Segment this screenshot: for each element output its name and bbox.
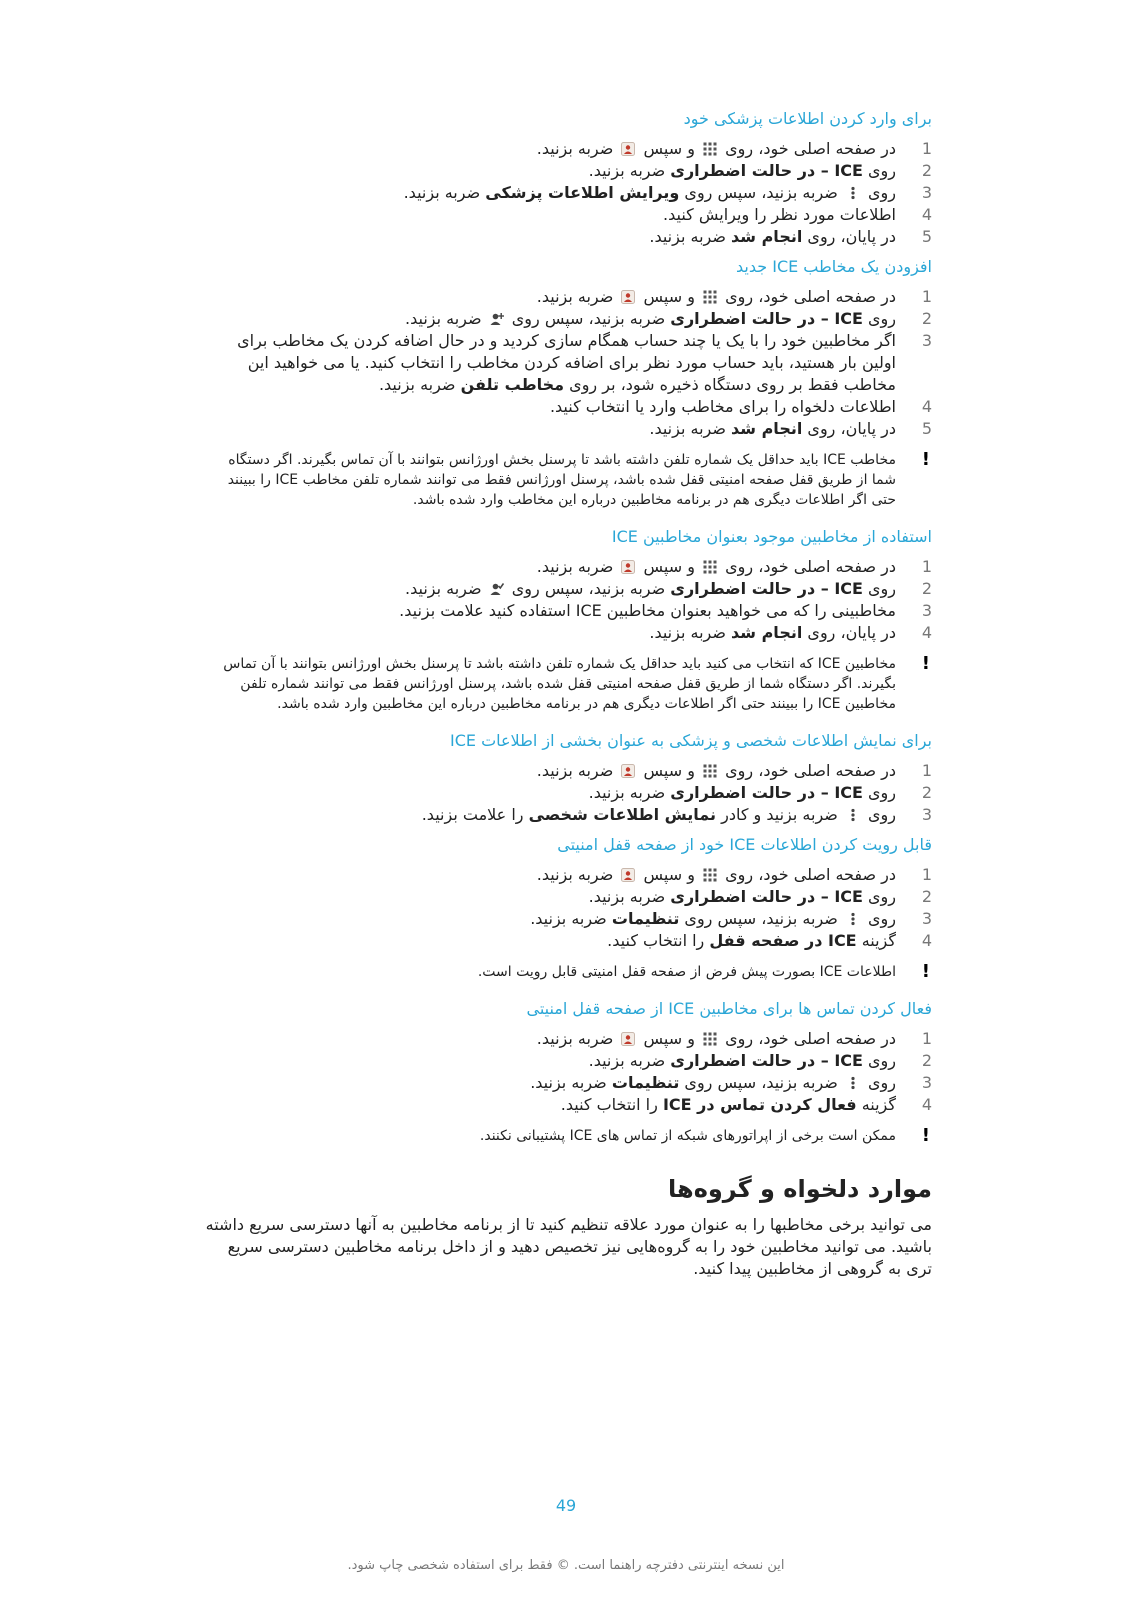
step-text: در پایان، روی	[802, 227, 896, 246]
ui-label: ویرایش اطلاعات پزشکی	[485, 183, 680, 202]
ui-label: تنظیمات	[611, 1073, 680, 1092]
note-text: مخاطب ICE باید حداقل یک شماره تلفن داشته باشد تا پرسنل بخش اورژانس بتوانند با آن تماس بگیرند. اگر دستگاه شما از طریق قفل صفحه امنیتی قفل شده باشد، پرسنل اورژانس فقط می توانند شماره تلفن مخاطب ICE را ببینند حتی اگر اطلاعات دیگری هم در برنامه مخاطبین درباره این مخاطب وارد شده باشد.	[227, 452, 896, 508]
list-item	[200, 1094, 932, 1116]
ice-app-icon	[621, 290, 635, 304]
step-text: روی	[862, 1051, 896, 1070]
step-text: مخاطبینی را که می خواهید بعنوان مخاطبین ICE استفاده کنید علامت بزنید.	[399, 601, 896, 620]
step-text: اگر مخاطبین خود را با یک یا چند حساب همگام سازی کردید و در حال اضافه کردن یک مخاطب برای اولین بار هستید، باید حساب مورد نظر برای اضافه کردن مخاطب را انتخاب کنید. یا می خواهید این مخاطب فقط بر روی دستگاه ذخیره شود، بر روی	[237, 331, 896, 394]
list-item	[200, 600, 932, 622]
list-item	[200, 908, 932, 930]
step-text: ضربه بزنید.	[530, 1073, 612, 1092]
section-title: استفاده از مخاطبین موجود بعنوان مخاطبین ICE	[611, 527, 932, 546]
step-number: 4	[921, 931, 932, 950]
ui-label: نمایش اطلاعات شخصی	[528, 805, 717, 824]
step-list	[200, 760, 932, 826]
step-text: ضربه بزنید.	[536, 865, 619, 884]
page-number: 49	[555, 1496, 577, 1515]
step-text: ضربه بزنید، سپس روی	[506, 579, 671, 598]
step-text: ضربه بزنید.	[536, 1029, 619, 1048]
step-text: گزینه	[856, 931, 896, 950]
add-contact-icon	[490, 312, 504, 326]
step-text: روی	[862, 909, 896, 928]
overflow-menu-icon	[846, 186, 860, 200]
list-item	[200, 886, 932, 908]
step-number: 3	[921, 1073, 932, 1092]
ice-app-icon	[621, 142, 635, 156]
step-number: 2	[921, 1051, 932, 1070]
step-text: روی	[862, 579, 896, 598]
step-number: 4	[921, 397, 932, 416]
step-text: ضربه بزنید و کادر	[716, 805, 843, 824]
list-item	[200, 226, 932, 248]
list-item	[200, 160, 932, 182]
apps-grid-icon	[703, 764, 717, 778]
apps-grid-icon	[703, 560, 717, 574]
step-number: 1	[921, 1029, 932, 1048]
step-number: 3	[921, 183, 932, 202]
ui-label: تنظیمات	[611, 909, 680, 928]
list-item	[200, 286, 932, 308]
ice-app-icon	[621, 868, 635, 882]
step-list	[200, 1028, 932, 1116]
step-text: و سپس	[638, 1029, 701, 1048]
step-number: 2	[921, 161, 932, 180]
step-text: روی	[862, 1073, 896, 1092]
step-text: ضربه بزنید.	[588, 783, 671, 802]
apps-grid-icon	[703, 868, 717, 882]
note-text: اطلاعات ICE بصورت پیش فرض از صفحه قفل امنیتی قابل رویت است.	[477, 964, 896, 980]
list-item	[200, 1028, 932, 1050]
step-text: ضربه بزنید.	[403, 183, 486, 202]
step-text: گزینه	[856, 1095, 896, 1114]
step-text: اطلاعات دلخواه را برای مخاطب وارد یا انتخاب کنید.	[549, 397, 896, 416]
list-item	[200, 622, 932, 644]
chapter-body: می توانید برخی مخاطبها را به عنوان مورد علاقه تنظیم کنید تا از برنامه مخاطبین به آنها دسترسی سریع داشته باشید. می توانید مخاطبین خود را به گروه‌هایی نیز تخصیص دهید و از داخل برنامه مخاطبین دسترسی سریع تری به گروهی از مخاطبین پیدا کنید.	[205, 1215, 932, 1278]
step-text: و سپس	[638, 139, 701, 158]
step-text: را انتخاب کنید.	[607, 931, 710, 950]
step-number: 1	[921, 139, 932, 158]
step-text: ضربه بزنید، سپس روی	[679, 1073, 843, 1092]
step-text: در پایان، روی	[802, 623, 896, 642]
step-number: 3	[921, 909, 932, 928]
list-item	[200, 760, 932, 782]
step-text: ضربه بزنید، سپس روی	[679, 909, 843, 928]
ui-label: مخاطب تلفن	[460, 375, 565, 394]
list-item	[200, 864, 932, 886]
list-item	[200, 1050, 932, 1072]
step-text: ضربه بزنید.	[649, 419, 732, 438]
list-item	[200, 578, 932, 600]
overflow-menu-icon	[846, 808, 860, 822]
step-text: ضربه بزنید.	[405, 579, 487, 598]
step-text: ضربه بزنید.	[378, 375, 461, 394]
list-item	[200, 804, 932, 826]
step-text: ضربه بزنید، سپس روی	[679, 183, 843, 202]
step-list	[200, 556, 932, 644]
step-number: 2	[921, 309, 932, 328]
ui-label: ICE در صفحه قفل	[709, 931, 857, 950]
section-title: قابل رویت کردن اطلاعات ICE خود از صفحه قفل امنیتی	[557, 835, 932, 854]
list-item	[200, 556, 932, 578]
step-number: 2	[921, 579, 932, 598]
note-text: ممکن است برخی از اپراتورهای شبکه از تماس های ICE پشتیبانی نکنند.	[479, 1128, 896, 1144]
step-number: 5	[921, 227, 932, 246]
step-text: در پایان، روی	[802, 419, 896, 438]
apps-grid-icon	[703, 1032, 717, 1046]
step-number: 1	[921, 865, 932, 884]
ui-label: ICE – در حالت اضطراری	[670, 579, 863, 598]
ui-label: ICE – در حالت اضطراری	[670, 309, 863, 328]
step-text: ضربه بزنید.	[649, 227, 732, 246]
overflow-menu-icon	[846, 1076, 860, 1090]
step-text: در صفحه اصلی خود، روی	[720, 557, 896, 576]
step-number: 4	[921, 1095, 932, 1114]
ui-label: انجام شد	[731, 419, 803, 438]
section-title: برای نمایش اطلاعات شخصی و پزشکی به عنوان بخشی از اطلاعات ICE	[449, 731, 932, 750]
step-number: 3	[921, 805, 932, 824]
note	[200, 450, 932, 510]
step-text: و سپس	[638, 761, 701, 780]
step-text: ضربه بزنید.	[536, 761, 619, 780]
step-number: 1	[921, 761, 932, 780]
footer-note: این نسخه اینترنتی دفترچه راهنما است. © فقط برای استفاده شخصی چاپ شود.	[347, 1558, 785, 1573]
exclamation-icon: !	[921, 653, 930, 674]
list-item	[200, 396, 932, 418]
step-text: در صفحه اصلی خود، روی	[720, 865, 896, 884]
step-text: و سپس	[638, 557, 701, 576]
ui-label: ICE – در حالت اضطراری	[670, 887, 863, 906]
step-number: 3	[921, 331, 932, 350]
section-title: برای وارد کردن اطلاعات پزشکی خود	[683, 109, 932, 128]
note	[200, 1126, 932, 1146]
step-number: 2	[921, 887, 932, 906]
list-item	[200, 782, 932, 804]
step-text: ضربه بزنید، سپس روی	[506, 309, 671, 328]
step-text: و سپس	[638, 865, 701, 884]
list-item	[200, 1072, 932, 1094]
list-item	[200, 308, 932, 330]
note-text: مخاطبین ICE که انتخاب می کنید باید حداقل یک شماره تلفن داشته باشد تا پرسنل بخش اورژانس بتوانند با آن تماس بگیرند. اگر دستگاه شما از طریق قفل صفحه امنیتی قفل شده باشد، پرسنل اورژانس فقط می توانند شماره تلفن مخاطبین ICE را ببینند حتی اگر اطلاعات دیگری هم در برنامه مخاطبین درباره این مخاطبین وارد شده باشد.	[223, 656, 896, 712]
ice-app-icon	[621, 764, 635, 778]
step-text: در صفحه اصلی خود، روی	[720, 761, 896, 780]
step-text: و سپس	[638, 287, 701, 306]
list-item	[200, 330, 932, 396]
overflow-menu-icon	[846, 912, 860, 926]
apps-grid-icon	[703, 142, 717, 156]
list-item	[200, 204, 932, 226]
list-item	[200, 930, 932, 952]
exclamation-icon: !	[921, 961, 930, 982]
list-item	[200, 138, 932, 160]
step-text: ضربه بزنید.	[588, 887, 671, 906]
ui-label: انجام شد	[731, 623, 803, 642]
step-text: روی	[862, 805, 896, 824]
step-text: ضربه بزنید.	[588, 1051, 671, 1070]
step-number: 4	[921, 205, 932, 224]
step-text: ضربه بزنید.	[536, 287, 619, 306]
list-item	[200, 418, 932, 440]
step-number: 5	[921, 419, 932, 438]
step-list	[200, 864, 932, 952]
note	[200, 654, 932, 714]
ui-label: ICE – در حالت اضطراری	[670, 1051, 863, 1070]
step-number: 1	[921, 557, 932, 576]
ui-label: ICE – در حالت اضطراری	[670, 161, 863, 180]
step-number: 2	[921, 783, 932, 802]
ui-label: انجام شد	[731, 227, 803, 246]
step-text: در صفحه اصلی خود، روی	[720, 1029, 896, 1048]
step-text: ضربه بزنید.	[588, 161, 671, 180]
step-text: روی	[862, 183, 896, 202]
step-text: ضربه بزنید.	[649, 623, 732, 642]
list-item	[200, 182, 932, 204]
step-text: در صفحه اصلی خود، روی	[720, 287, 896, 306]
step-text: را علامت بزنید.	[421, 805, 529, 824]
apps-grid-icon	[703, 290, 717, 304]
step-text: اطلاعات مورد نظر را ویرایش کنید.	[663, 205, 896, 224]
ice-app-icon	[621, 560, 635, 574]
ui-label: ICE – در حالت اضطراری	[670, 783, 863, 802]
section-title: فعال کردن تماس ها برای مخاطبین ICE از صفحه قفل امنیتی	[526, 999, 932, 1018]
step-number: 4	[921, 623, 932, 642]
page-content	[200, 100, 932, 1280]
chapter-title: موارد دلخواه و گروه‌ها	[668, 1175, 932, 1203]
step-text: ضربه بزنید.	[536, 557, 619, 576]
exclamation-icon: !	[921, 449, 930, 470]
section-title: افزودن یک مخاطب ICE جدید	[735, 257, 932, 276]
step-text: روی	[862, 309, 896, 328]
step-list	[200, 138, 932, 248]
ice-app-icon	[621, 1032, 635, 1046]
select-contact-icon	[490, 582, 504, 596]
step-list	[200, 286, 932, 440]
step-text: ضربه بزنید.	[536, 139, 619, 158]
exclamation-icon: !	[921, 1125, 930, 1146]
step-text: در صفحه اصلی خود، روی	[720, 139, 896, 158]
step-text: روی	[862, 783, 896, 802]
step-text: ضربه بزنید.	[405, 309, 487, 328]
step-number: 3	[921, 601, 932, 620]
note	[200, 962, 932, 982]
step-text: را انتخاب کنید.	[560, 1095, 663, 1114]
step-text: ضربه بزنید.	[530, 909, 612, 928]
ui-label: فعال کردن تماس در ICE	[662, 1095, 857, 1114]
step-text: روی	[862, 161, 896, 180]
step-number: 1	[921, 287, 932, 306]
step-text: روی	[862, 887, 896, 906]
